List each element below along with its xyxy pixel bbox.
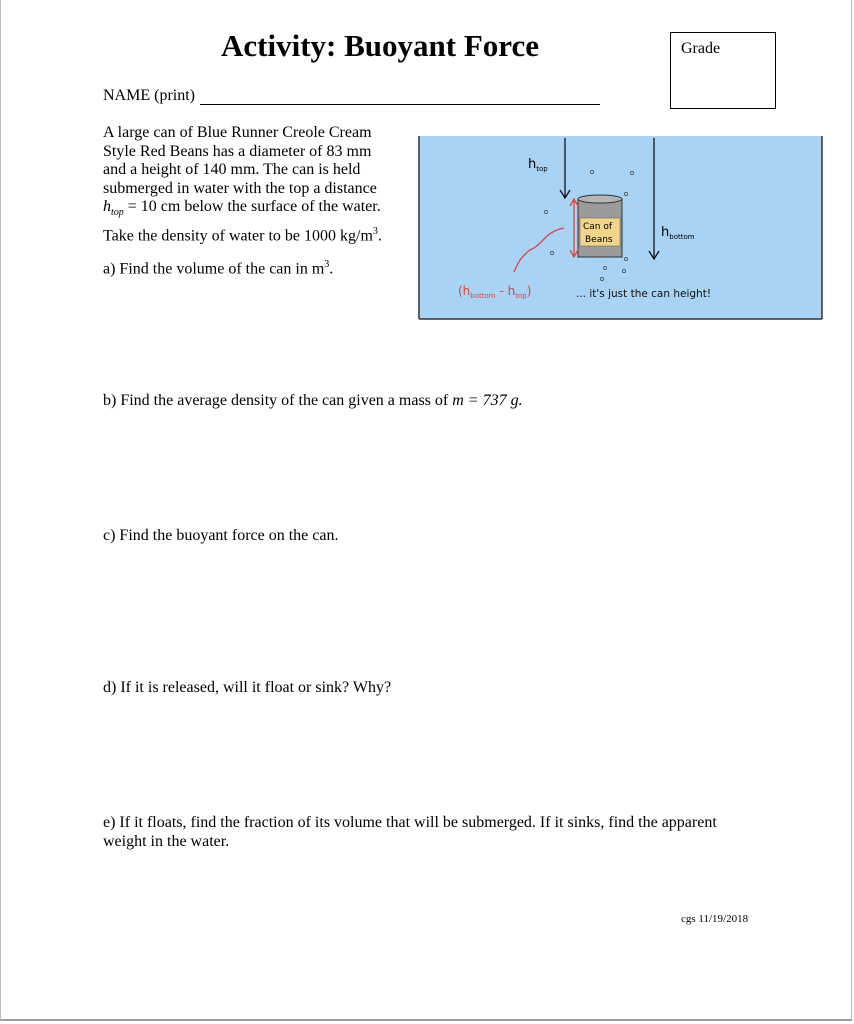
problem-line-4: submerged in water with the top a distance	[103, 179, 377, 197]
can-label-1: Can of	[583, 222, 613, 232]
problem-line-5-rest: = 10 cm below the surface of the water.	[123, 198, 381, 216]
can-top	[578, 195, 622, 203]
question-b-text: b) Find the average density of the can given a mass of	[103, 392, 453, 409]
question-b-value: = 737 g.	[463, 392, 523, 409]
height-difference-label: $(h_{bottom} - h_{top})$	[458, 284, 532, 300]
question-a-text: a) Find the volume of the can in m	[103, 260, 325, 278]
question-d: d) If it is released, will it float or sink? Why?	[103, 679, 392, 696]
htop-subscript: top	[111, 207, 124, 219]
problem-line-5	[103, 198, 403, 223]
question-a-end: .	[329, 260, 334, 278]
footer-date: cgs 11/19/2018	[681, 913, 749, 925]
question-b	[103, 392, 523, 410]
question-a	[103, 259, 333, 278]
question-c: c) Find the buoyant force on the can.	[103, 527, 339, 544]
problem-line-3: and a height of 140 mm. The can is held	[103, 161, 361, 179]
problem-line-2: Style Red Beans has a diameter of 83 mm	[103, 142, 372, 160]
can-label-2: Beans	[585, 235, 613, 245]
problem-statement	[103, 124, 403, 246]
problem-line-6-end: .	[377, 227, 382, 245]
page-title: Activity: Buoyant Force	[221, 28, 539, 63]
problem-line-1: A large can of Blue Runner Creole Cream	[103, 124, 372, 141]
problem-line-6-exponent: 3	[372, 226, 378, 238]
question-a-exponent: 3	[324, 259, 330, 270]
buoyancy-diagram	[418, 132, 824, 322]
question-e	[103, 813, 763, 851]
question-e-line-1: e) If it floats, find the fraction of its volume that will be submerged. If it sinks, find the apparent	[103, 814, 717, 831]
question-b-variable: m	[452, 392, 464, 409]
problem-line-6	[103, 223, 403, 246]
hbottom-label: $h_{bottom}$	[661, 225, 695, 241]
htop-variable: h	[103, 198, 111, 216]
grade-label: Grade	[681, 40, 721, 57]
can-height-note: ... it's just the can height!	[576, 288, 712, 300]
name-line	[200, 104, 600, 105]
htop-label: $h_{top}$	[528, 157, 548, 173]
question-e-line-2: weight in the water.	[103, 833, 230, 850]
name-label: NAME (print)	[103, 87, 195, 104]
problem-line-6-text: Take the density of water to be 1000 kg/m	[103, 227, 373, 245]
